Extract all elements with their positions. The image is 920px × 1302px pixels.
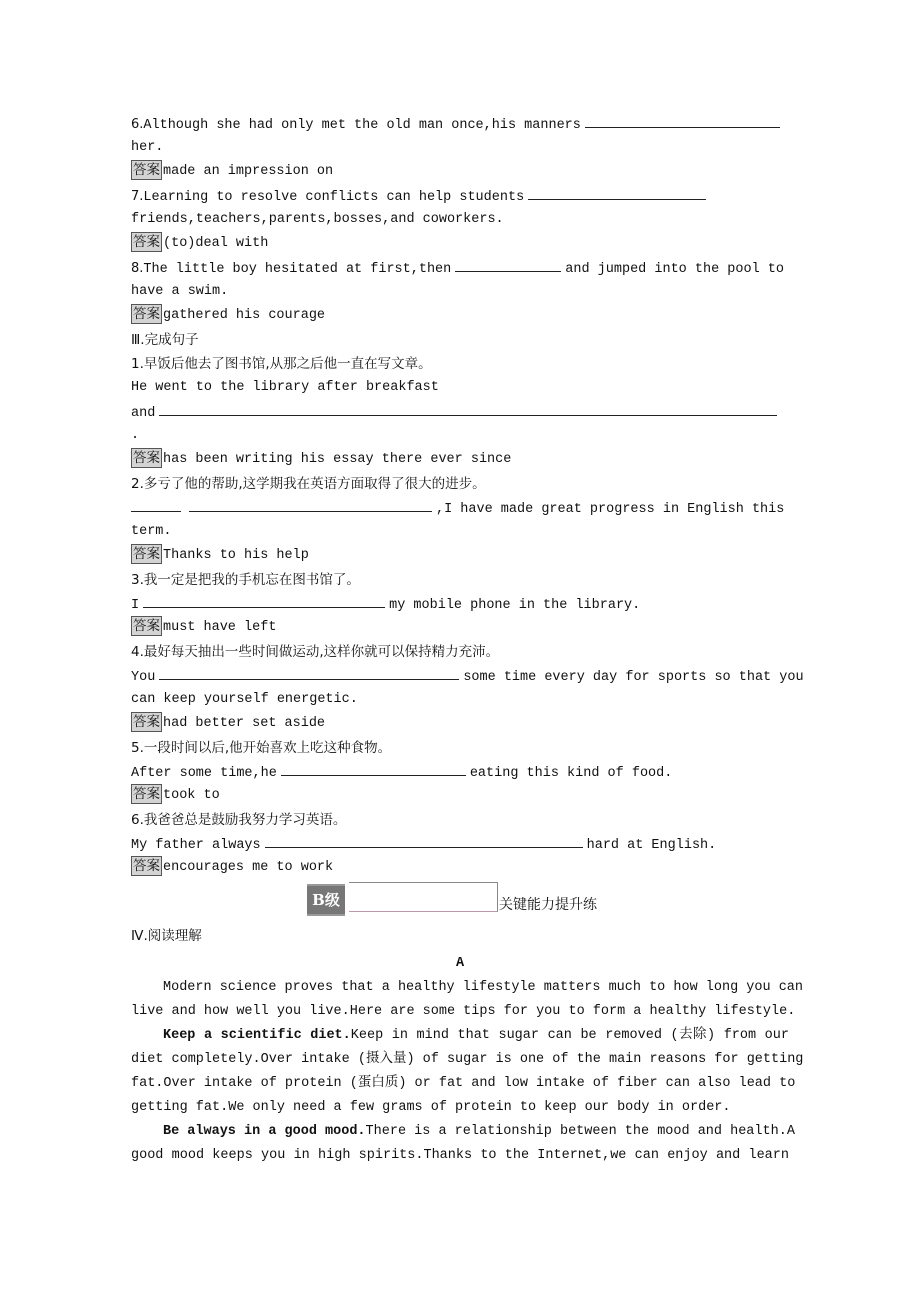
answer-blank: [281, 760, 466, 776]
q-text: My father always: [131, 838, 261, 853]
answer-row: [131, 784, 789, 808]
answer-row: [131, 448, 789, 472]
q-num: 6.: [131, 117, 144, 132]
answer-label: 答案: [133, 234, 160, 250]
s3-q1-line3: .: [131, 428, 140, 443]
passage-line: [131, 1120, 795, 1144]
answer-blank: [455, 256, 561, 272]
answer-blank: [189, 496, 432, 512]
answer-row: [131, 160, 789, 184]
s3-q3-chinese: [131, 568, 789, 592]
answer-text: (to)deal with: [163, 236, 269, 251]
answer-text: gathered his courage: [163, 308, 326, 323]
passage-line: getting fat.We only need a few grams of protein to keep our body in order.: [131, 1100, 731, 1115]
answer-row: [131, 544, 789, 568]
q-zh: 一段时间以后,他开始喜欢上吃这种食物。: [143, 740, 392, 756]
answer-text: made an impression on: [163, 164, 334, 179]
answer-row: [131, 616, 789, 640]
answer-row: [131, 856, 789, 880]
answer-label: 答案: [133, 546, 160, 562]
q-text: After some time,he: [131, 766, 277, 781]
level-b-box: [349, 882, 498, 912]
q-zh: 最好每天抽出一些时间做运动,这样你就可以保持精力充沛。: [143, 644, 500, 660]
q-num: 2.: [131, 476, 144, 492]
s3-q3-line1: [131, 592, 789, 616]
content-column: [131, 112, 804, 1168]
s3-q4-line1: [131, 664, 804, 688]
answer-text: took to: [163, 788, 220, 803]
s3-q1-line2: [131, 400, 789, 424]
passage-line: Modern science proves that a healthy lifestyle matters much to how long you can: [163, 980, 804, 995]
level-b-badge: B级: [307, 884, 345, 916]
q-num: 7.: [131, 189, 144, 204]
q-continuation: can keep yourself energetic.: [131, 692, 358, 707]
s3-q4-chinese: [131, 640, 789, 664]
answer-label: 答案: [133, 786, 160, 802]
question-6: [131, 112, 789, 136]
q-text-after: some time every day for sports so that you: [463, 670, 804, 685]
q-text-after: eating this kind of food.: [469, 766, 673, 781]
q-continuation: have a swim.: [131, 284, 229, 299]
answer-text: has been writing his essay there ever since: [163, 452, 512, 467]
q-text: You: [131, 670, 156, 685]
passage-title: A: [455, 956, 465, 971]
answer-label: 答案: [133, 618, 160, 634]
s3-q1-line1: He went to the library after breakfast: [131, 380, 439, 395]
answer-row: [131, 232, 789, 256]
q-zh: 我一定是把我的手机忘在图书馆了。: [143, 572, 360, 588]
s3-q5-chinese: [131, 736, 789, 760]
q-zh: 我爸爸总是鼓励我努力学习英语。: [143, 812, 347, 828]
answer-blank: [159, 664, 459, 680]
q-num: 6.: [131, 812, 144, 828]
s3-q6-line1: [131, 832, 789, 856]
s3-q2-chinese: [131, 472, 789, 496]
answer-text: had better set aside: [163, 716, 326, 731]
q-continuation: term.: [131, 524, 172, 539]
q-text: I: [131, 598, 140, 613]
q-text: Learning to resolve conflicts can help students: [143, 190, 525, 205]
answer-label: 答案: [133, 450, 160, 466]
answer-label: 答案: [133, 162, 160, 178]
section-3-title: Ⅲ.完成句子: [131, 332, 199, 348]
passage-line: live and how well you live.Here are some tips for you to form a healthy lifestyle.: [131, 1004, 796, 1019]
answer-label: 答案: [133, 858, 160, 874]
question-8: [131, 256, 789, 280]
s3-q2-line1: [131, 496, 789, 520]
answer-row: [131, 304, 789, 328]
q-num: 5.: [131, 740, 144, 756]
s3-q5-line1: [131, 760, 789, 784]
answer-label: 答案: [133, 306, 160, 322]
q-num: 1.: [131, 356, 144, 372]
q-zh: 多亏了他的帮助,这学期我在英语方面取得了很大的进步。: [143, 476, 486, 492]
tip-heading: Be always in a good mood.: [163, 1124, 366, 1139]
q-num: 3.: [131, 572, 144, 588]
section-4-title: Ⅳ.阅读理解: [131, 928, 202, 944]
answer-text: Thanks to his help: [163, 548, 309, 563]
q-num: 8.: [131, 261, 144, 276]
q-text-after: my mobile phone in the library.: [389, 598, 641, 613]
question-7: [131, 184, 789, 208]
q-continuation: her.: [131, 140, 164, 155]
answer-blank: [265, 832, 583, 848]
passage-text: There is a relationship between the mood and health.A: [365, 1124, 795, 1139]
q-text: and: [131, 406, 156, 421]
answer-label: 答案: [133, 714, 160, 730]
q-continuation: friends,teachers,parents,bosses,and coworkers.: [131, 212, 504, 227]
q-text-after: and jumped into the pool to: [565, 262, 785, 277]
q-text: Although she had only met the old man once,his manners: [143, 118, 581, 133]
answer-blank: [528, 184, 706, 200]
tip-heading: Keep a scientific diet.: [163, 1028, 351, 1043]
passage-line: [131, 1024, 789, 1048]
q-text: The little boy hesitated at first,then: [143, 262, 452, 277]
q-text-after: hard at English.: [586, 838, 717, 853]
passage-line: good mood keeps you in high spirits.Thanks to the Internet,we can enjoy and learn: [131, 1148, 789, 1163]
level-b-header: [131, 880, 789, 920]
level-b-title: 关键能力提升练: [499, 897, 597, 913]
answer-blank: [143, 592, 385, 608]
answer-row: [131, 712, 789, 736]
s3-q1-chinese: [131, 352, 789, 376]
answer-text: must have left: [163, 620, 277, 635]
s3-q6-chinese: [131, 808, 789, 832]
passage-line: diet completely.Over intake (摄入量) of sugar is one of the main reasons for getting: [131, 1052, 804, 1067]
q-num: 4.: [131, 644, 144, 660]
passage-text: Keep in mind that sugar can be removed (去除) from our: [350, 1028, 789, 1043]
answer-text: encourages me to work: [163, 860, 334, 875]
q-text-after: ,I have made great progress in English this: [436, 502, 785, 517]
answer-blank: [131, 496, 181, 512]
passage-line: fat.Over intake of protein (蛋白质) or fat and low intake of fiber can also lead to: [131, 1076, 796, 1091]
answer-blank: [159, 400, 777, 416]
answer-blank: [585, 112, 780, 128]
q-zh: 早饭后他去了图书馆,从那之后他一直在写文章。: [143, 356, 432, 372]
